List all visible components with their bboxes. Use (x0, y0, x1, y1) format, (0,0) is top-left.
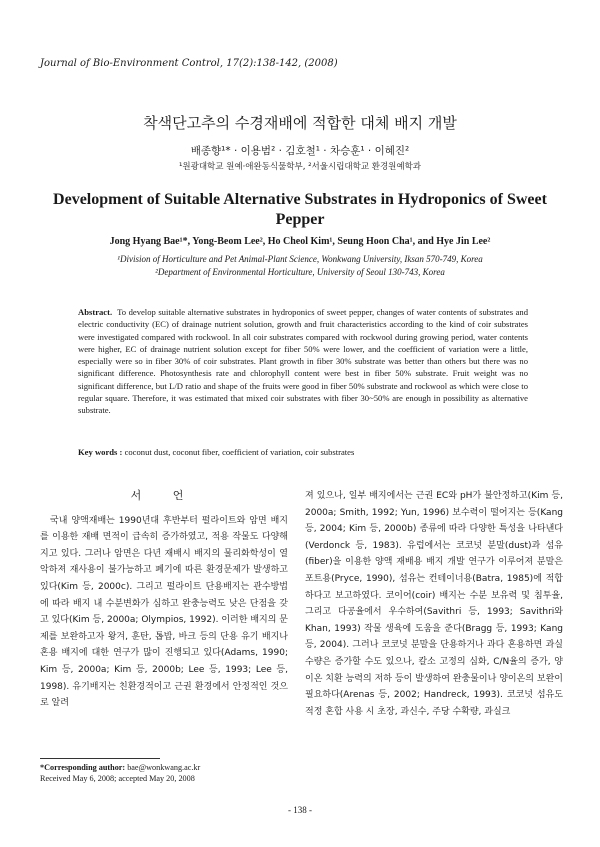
affiliation-1: ¹Division of Horticulture and Pet Animal-Plant Science, Wonkwang University, Iksan 570-749, Korea (117, 254, 483, 264)
left-column (40, 488, 288, 712)
page-number: - 138 - (288, 805, 312, 815)
abstract-text: To develop suitable alternative substrates in hydroponics of sweet pepper, changes of water contents of substrates and electric conductivity (EC) of drainage nutrient solution, growth and fruit characteristics according to the kind of coir substrates were investigated compared with rockwool. In all coir substrates compared with rockwool during growing period, water contents were higher, EC of drainage nutrient solution except for fiber 50% were lower, and the coefficient of variation were a little, especially were so in fiber 30% of coir substrates. Plant growth in fiber 30% substrate was better than others but there was no significant difference. Photosynthesis rate and chlorophyll content were best in fiber 50% substrate. Fruit weight was no significant difference, but L/D ratio and shape of the fruits were good in fiber 50% substrate and rockwool as which were close to regular square. Therefore, it was estimated that mixed coir substrates with fiber 30~50% are enough in possibility as alternative substrate. (78, 307, 528, 416)
korean-authors: 배종향¹* · 이용범² · 김호철¹ · 차승훈¹ · 이혜진² (190, 145, 410, 157)
footnote-rule (40, 758, 160, 759)
keywords-text: coconut dust, coconut fiber, coefficient of variation, coir substrates (124, 447, 355, 457)
right-column (305, 488, 563, 720)
footnote-email: bae@wonkwang.ac.kr (127, 763, 201, 772)
section-heading: 서 언 (130, 489, 198, 502)
footnote-received: Received May 6, 2008; accepted May 20, 2008 (40, 774, 195, 783)
keywords-label: Key words : (78, 447, 123, 457)
left-column-text: 국내 양액재배는 1990년대 후반부터 펄라이트와 암면 배지를 이용한 재배 면적이 급속히 증가하였고, 적용 작물도 다양해지고 있다. 그러나 암면은 다년 재배시 배지의 물리화학성이 열악하져 재사용이 불가능하고 폐기에 따른 환경문제가 발생하고 있다(Kim 등, 2000c). 그리고 펄라이트 단용배지는 관수방법에 따라 배지 내 수분변화가 심하고 완충능력도 낮은 단점을 갖고 있다(Kim 등, 2000a; Olympios, 1992). 이러한 배지의 문제를 보완하고자 왕겨, 훈탄, 톱밥, 바크 등의 단용 유기 배지나 혼용 배지에 대한 연구가 많이 진행되고 있다(Adams, 1990; Kim 등, 2000a; Kim 등, 2000b; Lee 등, 1993; Lee 등, 1998). 유기배지는 친환경적이고 근권 환경에서 안정적인 것으로 알려 (40, 515, 288, 709)
korean-title: 착색단고추의 수경재배에 적합한 대체 배지 개발 (143, 114, 457, 132)
affiliation-2: ²Department of Environmental Horticulture, University of Seoul 130-743, Korea (155, 267, 445, 277)
journal-citation: Journal of Bio-Environment Control, 17(2):138-142, (2008) (40, 58, 338, 69)
english-authors: Jong Hyang Bae¹*, Yong-Beom Lee², Ho Cheol Kim¹, Seung Hoon Cha¹, and Hye Jin Lee² (109, 236, 491, 247)
footnote-label: *Corresponding author: (40, 763, 126, 772)
korean-affiliation: ¹원광대학교 원예·애완동식물학부, ²서울시립대학교 환경원예학과 (178, 162, 422, 172)
footnote (40, 762, 200, 784)
right-column-text: 져 있으나, 일부 배지에서는 근권 EC와 pH가 불안정하고(Kim 등, 2000a; Smith, 1992; Yun, 1996) 보수력이 떨어지는 등(Kang 등, 2004; Kim 등, 2000b) 종류에 따라 다양한 특성을 나타낸다(Verdonck 등, 1983). 유럽에서는 코코넛 분말(dust)과 섬유(fiber)을 이용한 양액 재배용 배지 개발 연구가 이루어져 분말은 포트용(Pryce, 1990), 섬유는 컨테이너용(Batra, 1985)에 적합하다고 보고하였다. 코이어(coir) 배지는 수분 보유력 및 침투율, 그리고 다공율에서 우수하여(Savithri 등, 1993; Savithri와 Khan, 1993) 작물 생육에 도움을 준다(Bragg 등, 1993; Kang 등, 2004). 그러나 코코넛 분말을 단용하거나 과다 혼용하면 과실 수량은 증가할 수도 있으나, 칼소 고정의 심화, C/N율의 증가, 양이온 치환 능력의 저하 등이 발생하여 완충물이나 양이온의 보완이 필요하다(Arenas 등, 2002; Handreck, 1993). 코코넛 섬유도 적정 혼합 사용 시 초장, 과신수, 주당 수확량, 과실크 (305, 491, 563, 717)
keywords (78, 447, 528, 457)
english-title: Development of Suitable Alternative Substrates in Hydroponics of Sweet Pepper (53, 191, 547, 228)
abstract-label: Abstract. (78, 307, 113, 317)
abstract (78, 306, 528, 417)
